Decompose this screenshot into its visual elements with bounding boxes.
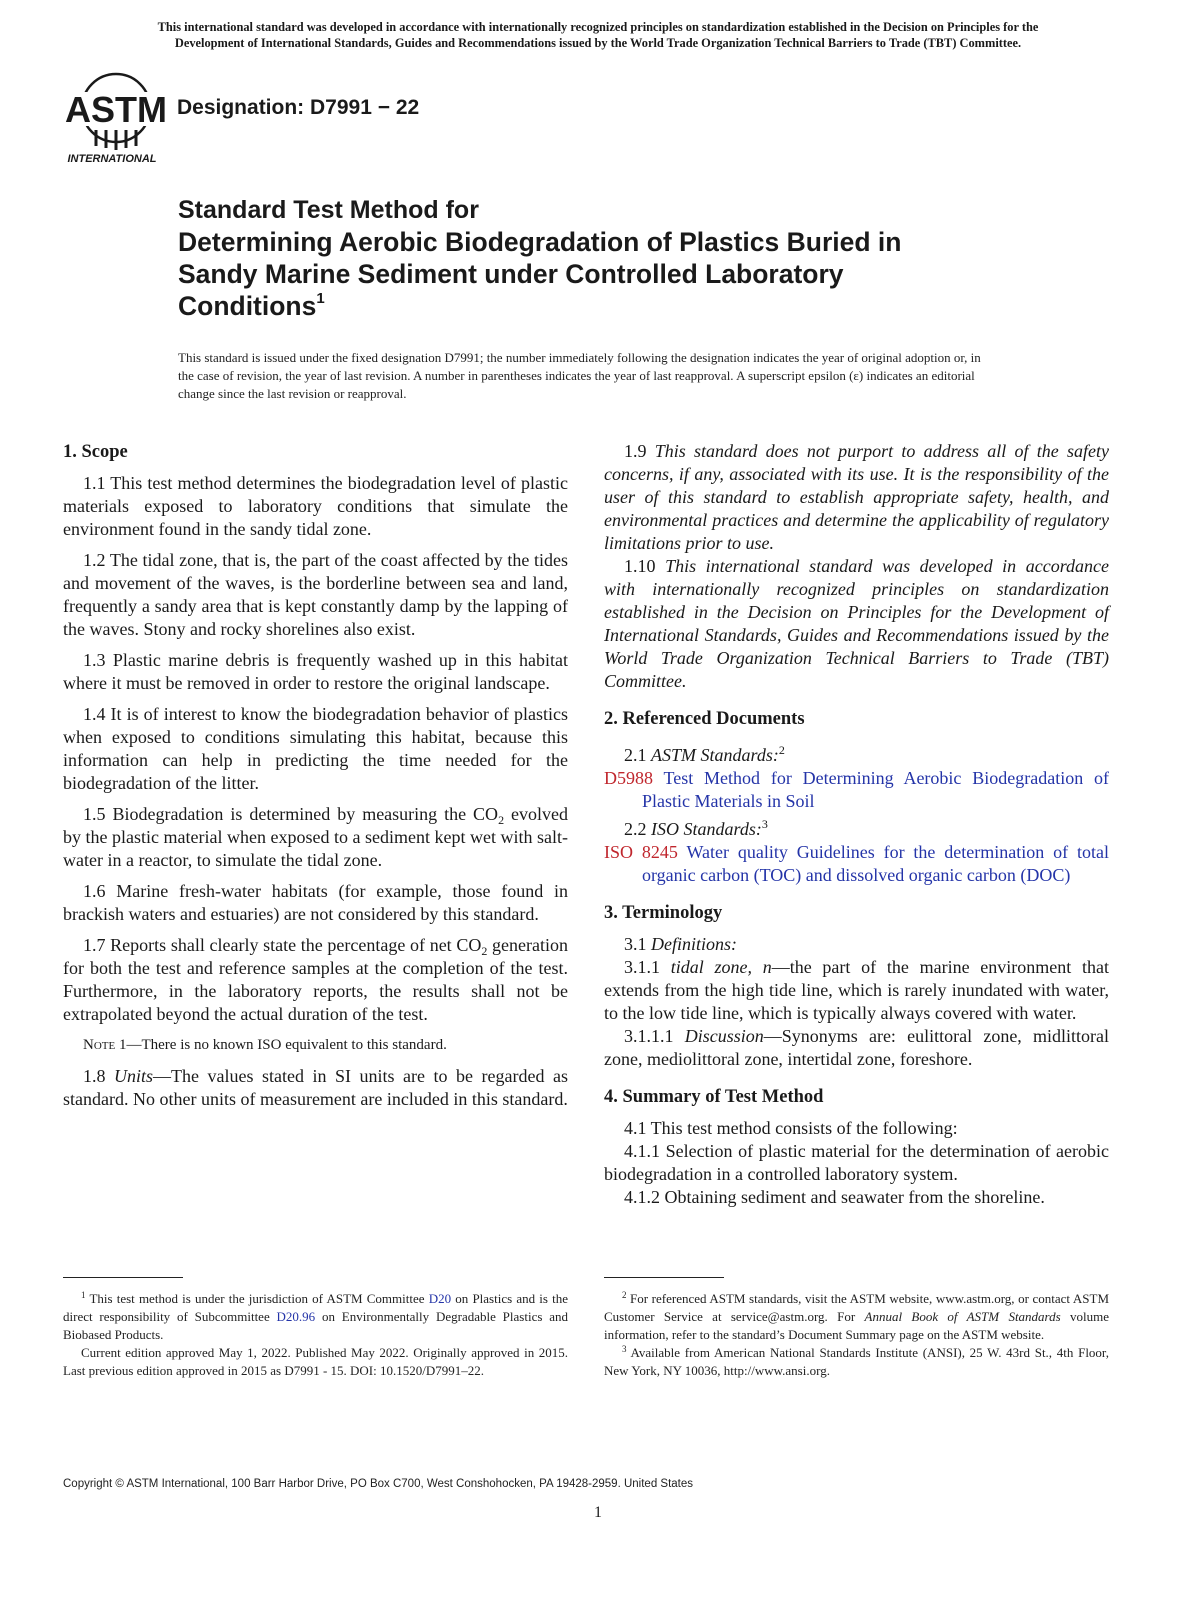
footnote-1-text-b: on Plastics and is the direct responsibility of Subcommittee <box>63 1291 569 1324</box>
p1-5-subscript: 2 <box>498 813 505 827</box>
astm-logo <box>62 70 170 166</box>
footnote-rule-left <box>63 1277 183 1278</box>
paragraph-1-3: 1.3 Plastic marine debris is frequently washed up in this habitat where it must be removed in order to restore the original landscape. <box>63 650 568 693</box>
reference-d5988-code[interactable]: D5988 <box>604 768 653 788</box>
title-line-4-text: Conditions <box>178 291 317 321</box>
top-notice-line-1: This international standard was developed in accordance with internationally recognized principles on standardization established in the Decision on Principles for the <box>157 20 1039 34</box>
subsection-2-2 <box>604 813 1109 841</box>
s2-2-title: ISO Standards: <box>651 819 762 839</box>
title-line-4 <box>178 290 901 322</box>
s3-1-1-1-term: Discussion <box>684 1026 764 1046</box>
subcommittee-d20-96-link[interactable]: D20.96 <box>276 1309 316 1324</box>
p1-8-number: 1.8 <box>83 1066 115 1086</box>
p1-7-text-a: 1.7 Reports shall clearly state the percentage of net CO <box>83 935 482 955</box>
section-heading-referenced-documents: 2. Referenced Documents <box>604 709 805 729</box>
reference-iso-8245-code[interactable]: ISO 8245 <box>604 842 678 862</box>
paragraph-1-2: 1.2 The tidal zone, that is, the part of the coast affected by the tides and movement of the waves, is the borderline between sea and land, frequently a sandy area that is kept constantly damp by the lapping of the waves. Stony and rocky shorelines also exist. <box>63 550 568 639</box>
footnote-3-text: Available from American National Standards Institute (ANSI), 25 W. 43rd St., 4th Floor, New York, NY 10036, http://www.ansi.org. <box>604 1345 1109 1378</box>
footnote-1-edition: Current edition approved May 1, 2022. Published May 2022. Originally approved in 2015. Last previous edition approved in 2015 as D7991 - 15. DOI: 10.1520/D7991–22. <box>63 1345 568 1378</box>
s3-1-1-text: —the part of the marine environment that extends from the high tide line, which is rarely inundated with water, to the low tide line, which is typically always covered with water. <box>604 957 1109 1023</box>
footnote-1 <box>63 1290 568 1344</box>
paragraph-1-4: 1.4 It is of interest to know the biodegradation behavior of plastics when exposed to conditions simulating this habitat, because this information can help in predicting the time needed for the biodegradation of the litter. <box>63 704 568 793</box>
footnote-1-mark: 1 <box>81 1290 86 1300</box>
footnote-3-mark: 3 <box>622 1344 627 1354</box>
title-line-1: Standard Test Method for <box>178 196 479 224</box>
s2-2-number: 2.2 <box>624 819 651 839</box>
note-label: Note <box>83 1037 116 1053</box>
footnotes-right <box>604 1290 1109 1380</box>
subsection-3-1 <box>604 933 1109 956</box>
footnote-rule-right <box>604 1277 724 1278</box>
s2-1-number: 2.1 <box>624 745 651 765</box>
note-text: 1—There is no known ISO equivalent to this standard. <box>115 1037 447 1053</box>
s3-1-1-term: tidal zone, n <box>670 957 772 977</box>
s2-1-footnote-mark: 2 <box>778 743 785 757</box>
reference-d5988-title[interactable]: Test Method for Determining Aerobic Biodegradation of Plastic Materials in Soil <box>642 768 1109 811</box>
footnote-2-book-title: Annual Book of ASTM Standards <box>864 1309 1061 1324</box>
footnote-1-text-a: This test method is under the jurisdiction of ASTM Committee <box>85 1291 429 1306</box>
p1-9-number: 1.9 <box>624 441 655 461</box>
footnotes-left <box>63 1290 568 1380</box>
p1-10-number: 1.10 <box>624 556 666 576</box>
p1-5-text-a: 1.5 Biodegradation is determined by measuring the CO <box>83 804 499 824</box>
section-heading-terminology: 3. Terminology <box>604 903 723 923</box>
logo-subtext: INTERNATIONAL <box>67 153 157 165</box>
page-number: 1 <box>594 1504 602 1521</box>
section-heading-scope: 1. Scope <box>63 442 128 462</box>
footnote-1-text-c: on Environmentally Degradable Plastics and Biobased Products. <box>63 1309 568 1342</box>
issuance-statement: This standard is issued under the fixed designation D7991; the number immediately following the designation indicates the year of original adoption or, in the case of revision, the year of last revision. A number in parentheses indicates the year of last reapproval. A superscript epsilon (ε) indicates an editorial change since the last revision or reapproval. <box>178 350 981 401</box>
s3-1-1-1-number: 3.1.1.1 <box>624 1026 685 1046</box>
title-line-2: Determining Aerobic Biodegradation of Plastics Buried in <box>178 227 902 257</box>
footnote-2 <box>604 1290 1109 1344</box>
p1-10-text: This international standard was developed in accordance with internationally recognized principles on standardization established in the Decision on Principles for the Development of International Standards, Guides and Recommendations issued by the World Trade Organization Technical Barriers to Trade (TBT) Committee. <box>604 556 1110 691</box>
reference-iso-8245-title[interactable]: Water quality Guidelines for the determination of total organic carbon (TOC) and dissolved organic carbon (DOC) <box>642 842 1109 885</box>
paragraph-1-6: 1.6 Marine fresh-water habitats (for example, those found in brackish waters and estuaries) are not considered by this standard. <box>63 881 568 924</box>
committee-d20-link[interactable]: D20 <box>428 1291 452 1306</box>
right-column <box>604 440 1109 1209</box>
footnote-3 <box>604 1344 1109 1380</box>
paragraph-1-8 <box>63 1065 568 1111</box>
s2-2-footnote-mark: 3 <box>761 817 768 831</box>
p1-8-term: Units <box>114 1066 154 1086</box>
s3-1-1-number: 3.1.1 <box>624 957 671 977</box>
paragraph-4-1-2: 4.1.2 Obtaining sediment and seawater from the shoreline. <box>624 1187 1045 1207</box>
paragraph-1-10 <box>604 555 1109 693</box>
left-column <box>63 440 568 1119</box>
s3-1-title: Definitions: <box>651 934 737 954</box>
title-line-3: Sandy Marine Sediment under Controlled Laboratory <box>178 259 844 289</box>
p1-7-subscript: 2 <box>481 944 488 958</box>
section-heading-summary: 4. Summary of Test Method <box>604 1087 824 1107</box>
copyright-notice: Copyright © ASTM International, 100 Barr Harbor Drive, PO Box C700, West Conshohocken, PA 19428-2959. United States <box>63 1478 694 1490</box>
paragraph-4-1-1: 4.1.1 Selection of plastic material for the determination of aerobic biodegradation in a controlled laboratory system. <box>604 1141 1109 1184</box>
paragraph-1-7 <box>63 934 568 1026</box>
footnote-2-mark: 2 <box>622 1290 627 1300</box>
top-notice <box>60 19 1136 51</box>
p1-9-text: This standard does not purport to address all of the safety concerns, if any, associated with its use. It is the responsibility of the user of this standard to establish appropriate safety, health, and environmental practices and determine the applicability of regulatory limitations prior to use. <box>604 441 1110 553</box>
note-1 <box>63 1034 568 1057</box>
p1-5-text-b: evolved by the plastic material when exposed to a sediment kept wet with salt-water in a reactor, to simulate the tidal zone. <box>63 804 568 870</box>
reference-iso-8245[interactable] <box>604 841 1109 887</box>
document-title <box>178 195 901 322</box>
footnote-2-text-b: volume information, refer to the standard’s Document Summary page on the ASTM website. <box>604 1309 1110 1342</box>
s2-1-title: ASTM Standards: <box>651 745 779 765</box>
subsection-2-1 <box>604 739 1109 767</box>
designation: Designation: D7991 − 22 <box>177 96 420 119</box>
reference-d5988[interactable] <box>604 767 1109 813</box>
paragraph-1-5 <box>63 803 568 872</box>
p1-7-text-b: generation for both the test and reference samples at the completion of the test. Furthermore, in the laboratory reports, the results shall not be extrapolated beyond the actual duration of the test. <box>63 935 568 1024</box>
footnote-2-text-a: For referenced ASTM standards, visit the ASTM website, www.astm.org, or contact ASTM Customer Service at service@astm.org. For <box>604 1291 1109 1324</box>
astm-logo-mark <box>62 70 170 166</box>
paragraph-4-1: 4.1 This test method consists of the following: <box>624 1118 958 1138</box>
discussion-tidal-zone <box>604 1025 1109 1071</box>
paragraph-1-9 <box>604 440 1109 555</box>
s3-1-1-1-text: —Synonyms are: eulittoral zone, midlittoral zone, mediolittoral zone, intertidal zone, foreshore. <box>604 1026 1110 1069</box>
top-notice-line-2: Development of International Standards, Guides and Recommendations issued by the World Trade Organization Technical Barriers to Trade (TBT) Committee. <box>174 36 1022 50</box>
p1-8-text: —The values stated in SI units are to be regarded as standard. No other units of measurement are included in this standard. <box>63 1066 568 1109</box>
logo-text: ASTM <box>65 89 167 130</box>
s3-1-number: 3.1 <box>624 934 651 954</box>
definition-tidal-zone <box>604 956 1109 1025</box>
title-footnote-mark: 1 <box>316 290 325 307</box>
paragraph-1-1: 1.1 This test method determines the biodegradation level of plastic materials exposed to laboratory conditions that simulate the environment found in the sandy tidal zone. <box>63 473 568 539</box>
